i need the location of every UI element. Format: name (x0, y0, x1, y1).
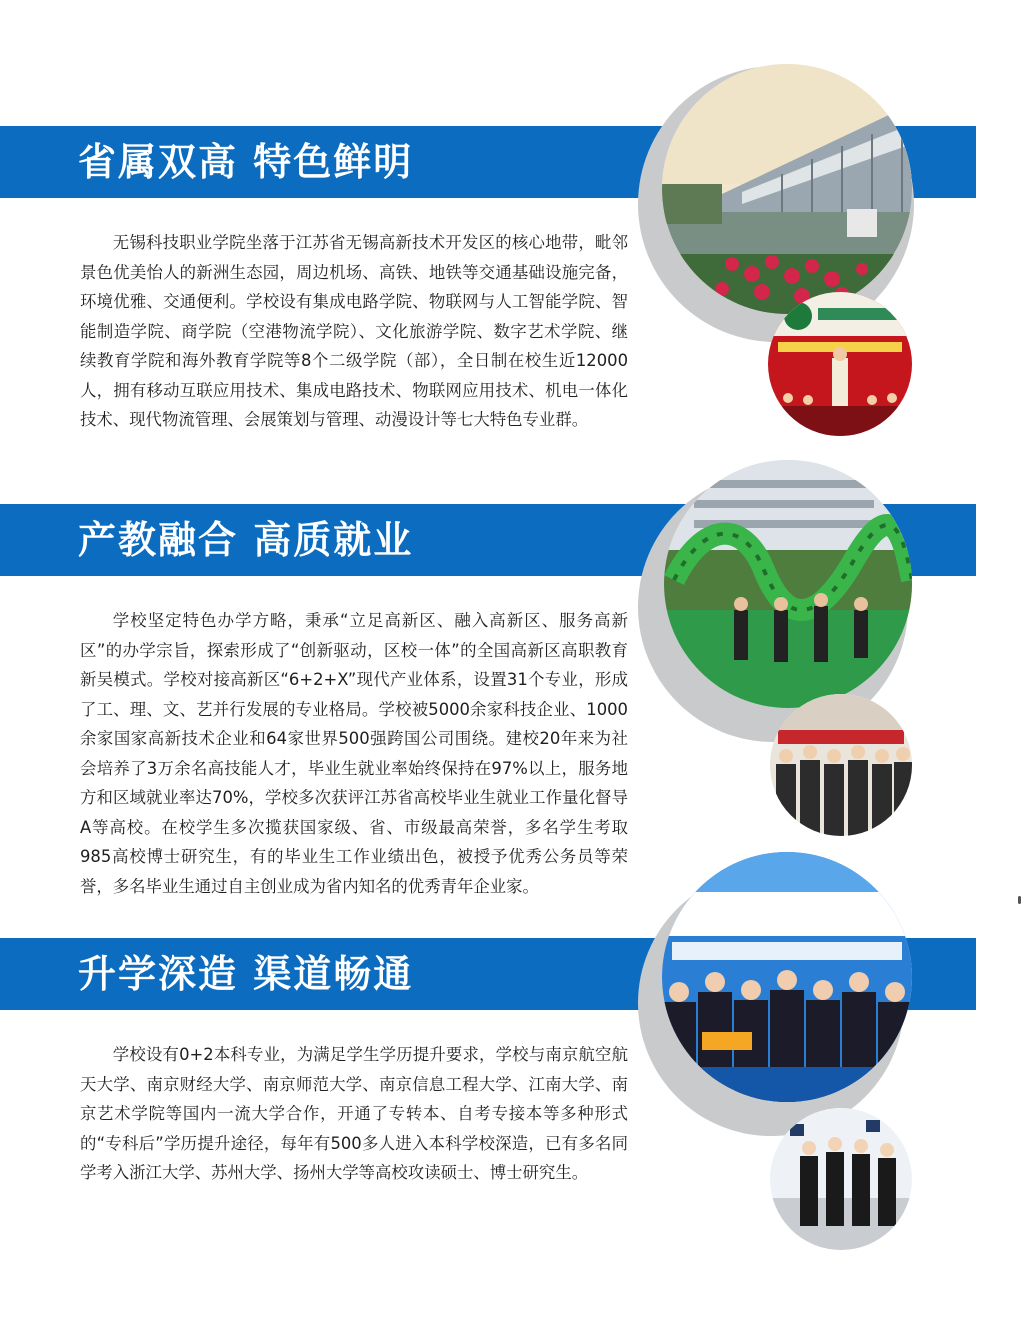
section-1-body: 无锡科技职业学院坐落于江苏省无锡高新技术开发区的核心地带，毗邻景色优美怡人的新洲生态园，周边机场、高铁、地铁等交通基础设施完备，环境优雅、交通便利。学校设有集成电路学院、物联网与人工智能学院、智能制造学院、商学院（空港物流学院）、文化旅游学院、数字艺术学院、继续教育学院和海外教育学院等8个二级学院（部），全日制在校生近12000人，拥有移动互联应用技术、集成电路技术、物联网应用技术、机电一体化技术、现代物流管理、会展策划与管理、动漫设计等七大特色专业群。 (80, 233, 628, 429)
edge-mark (1018, 896, 1021, 904)
graduation-group-photo (662, 852, 912, 1102)
section-3-title: 升学深造 渠道畅通 (78, 951, 414, 996)
campus-building-photo (662, 64, 912, 314)
stage-performance-photo (768, 292, 912, 436)
section-1-title: 省属双高 特色鲜明 (78, 139, 414, 184)
section-3-body: 学校设有0+2本科专业，为满足学生学历提升要求，学校与南京航空航天大学、南京财经大学、南京师范大学、南京信息工程大学、江南大学、南京艺术学院等国内一流大学合作，开通了专转本、自考专接本等多种形式的“专科后”学历提升途径，每年有500多人进入本科学校深造，已有多名同学考入浙江大学、苏州大学、扬州大学等高校攻读硕士、博士研究生。 (80, 1045, 628, 1182)
section-2-body: 学校坚定特色办学方略，秉承“立足高新区、融入高新区、服务高新区”的办学宗旨，探索形成了“创新驱动，区校一体”的全国高新区高职教育新吴模式。学校对接高新区“6+2+X”现代产业体系，设置31个专业，形成了工、理、文、艺并行发展的专业格局。学校被5000余家科技企业、1000余家国家高新技术企业和64家世界500强跨国公司围绕。建校20年来为社会培养了3万余名高技能人才，毕业生就业率始终保持在97%以上，服务地方和区域就业率达70%，学校多次获评江苏省高校毕业生就业工作量化督导A等高校。在校学生多次揽获国家级、省、市级最高荣誉，多名学生考取985高校博士研究生，有的毕业生工作业绩出色，被授予优秀公务员等荣誉，多名毕业生通过自主创业成为省内知名的优秀青年企业家。 (80, 611, 628, 896)
section-2-title: 产教融合 高质就业 (78, 517, 414, 562)
group-ceremony-photo (770, 694, 912, 836)
dragon-dance-photo (664, 460, 912, 708)
graduates-cheering-photo (770, 1108, 912, 1250)
